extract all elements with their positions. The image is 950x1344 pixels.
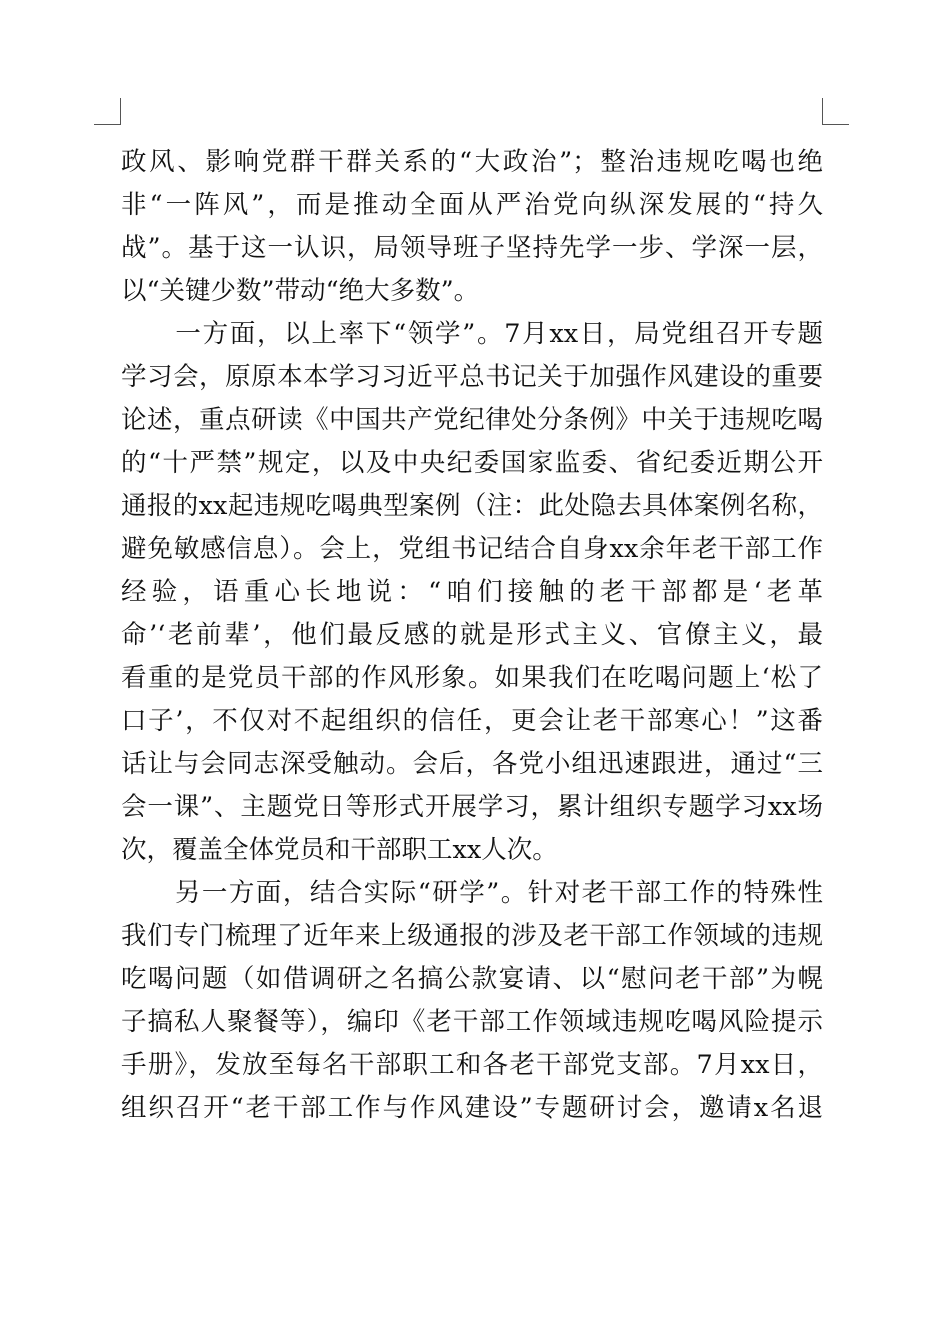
text-line: 经验，语重心长地说：“咱们接触的老干部都是‘老革 bbox=[121, 577, 823, 607]
text-line: 政风、影响党群干群关系的“大政治”；整治违规吃喝也绝 bbox=[121, 147, 823, 177]
text-line: 以“关键少数”带动“绝大多数”。 bbox=[121, 276, 480, 306]
text-line: 命’‘老前辈’，他们最反感的就是形式主义、官僚主义，最 bbox=[121, 620, 823, 650]
text-line: 次，覆盖全体党员和干部职工xx人次。 bbox=[121, 835, 558, 865]
text-line: 手册》，发放至每名干部职工和各老干部党支部。7月xx日， bbox=[121, 1050, 823, 1080]
text-line: 非“一阵风”，而是推动全面从严治党向纵深发展的“持久 bbox=[121, 190, 823, 220]
text-line: 看重的是党员干部的作风形象。如果我们在吃喝问题上‘松了 bbox=[121, 663, 823, 693]
text-line: 另一方面，结合实际“研学”。针对老干部工作的特殊性 bbox=[121, 878, 823, 908]
text-line: 话让与会同志深受触动。会后，各党小组迅速跟进，通过“三 bbox=[121, 749, 823, 779]
text-line: 口子’，不仅对不起组织的信任，更会让老干部寒心！”这番 bbox=[121, 706, 823, 736]
text-line: 吃喝问题（如借调研之名搞公款宴请、以“慰问老干部”为幌 bbox=[121, 964, 823, 994]
body-text bbox=[121, 141, 823, 1130]
text-line: 通报的xx起违规吃喝典型案例（注：此处隐去具体案例名称， bbox=[121, 491, 823, 521]
text-line: 论述，重点研读《中国共产党纪律处分条例》中关于违规吃喝 bbox=[121, 405, 823, 435]
crop-mark-top-right bbox=[822, 98, 849, 125]
text-line: 战”。基于这一认识，局领导班子坚持先学一步、学深一层， bbox=[121, 233, 823, 263]
text-line: 的“十严禁”规定，以及中央纪委国家监委、省纪委近期公开 bbox=[121, 448, 823, 478]
text-line: 子搞私人聚餐等），编印《老干部工作领域违规吃喝风险提示 bbox=[121, 1007, 823, 1037]
text-line: 学习会，原原本本学习习近平总书记关于加强作风建设的重要 bbox=[121, 362, 823, 392]
text-line: 我们专门梳理了近年来上级通报的涉及老干部工作领域的违规 bbox=[121, 921, 823, 951]
text-line: 会一课”、主题党日等形式开展学习，累计组织专题学习xx场 bbox=[121, 792, 823, 822]
text-line: 一方面，以上率下“领学”。7月xx日，局党组召开专题 bbox=[121, 319, 823, 349]
crop-mark-top-left bbox=[94, 98, 121, 125]
text-line: 避免敏感信息）。会上，党组书记结合自身xx余年老干部工作 bbox=[121, 534, 823, 564]
text-line: 组织召开“老干部工作与作风建设”专题研讨会，邀请x名退 bbox=[121, 1093, 823, 1123]
